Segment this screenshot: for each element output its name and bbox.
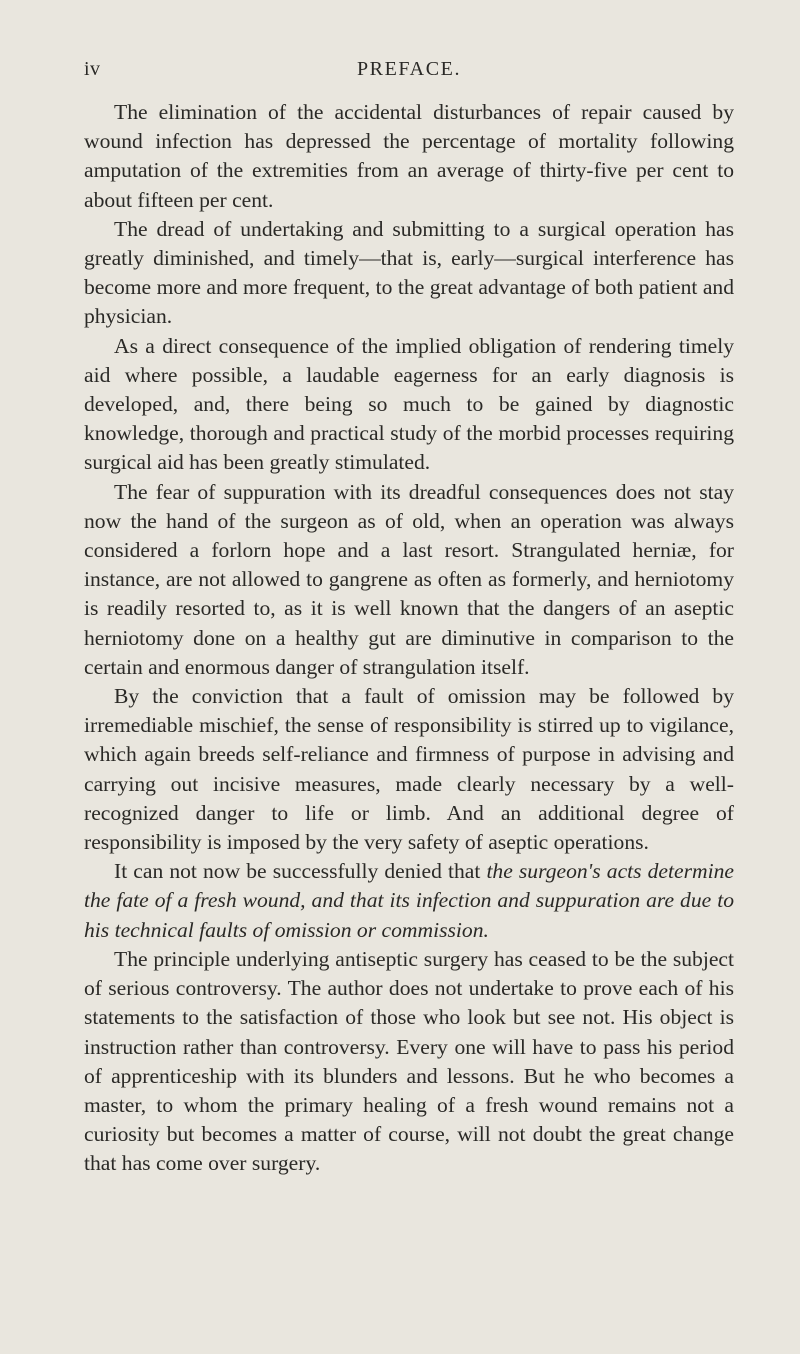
paragraph-7: The principle underlying antiseptic surgery has ceased to be the subject of serious controversy. The author does not undertake to prove each of his statements to the satisfaction of those who look but see not. His object is instruction rather than controversy. Every one will have to pass his period of apprenticeship with its blunders and lessons. But he who becomes a master, to whom the primary healing of a fresh wound remains not a curiosity but becomes a matter of course, will not doubt the great change that has come over surgery.: [84, 946, 734, 1176]
running-title: PREFACE.: [356, 58, 462, 80]
page-header: [84, 58, 734, 84]
body-text: [84, 98, 734, 1179]
paragraph-6-italic: the surgeon's acts determine the fate of a fresh wound, and that its infection and suppuration are due to his technical faults of omission or commission.: [84, 859, 734, 942]
paragraph-1: The elimination of the accidental disturbances of repair caused by wound infection has depressed the percentage of mortality following amputation of the extremities from an average of thirty-five per cent to about fifteen per cent.: [84, 100, 734, 212]
paragraph-2: The dread of undertaking and submitting to a surgical operation has greatly diminished, and timely—that is, early—surgical interference has become more and more frequent, to the great advantage of both patient and physician.: [84, 216, 734, 329]
paragraph-5: By the conviction that a fault of omission may be followed by irremediable mischief, the sense of responsibility is stirred up to vigilance, which again breeds self-reliance and firmness of purpose in advising and carrying out incisive measures, made clearly necessary by a well-recognized danger to life or limb. And an additional degree of responsibility is imposed by the very safety of aseptic operations.: [84, 684, 734, 855]
paragraph-6: [84, 857, 734, 945]
paragraph-3: As a direct consequence of the implied obligation of rendering timely aid where possible, a laudable eagerness for an early diagnosis is developed, and, there being so much to be gained by diagnostic knowledge, thorough and practical study of the morbid processes requiring surgical aid has been greatly stimulated.: [84, 333, 734, 475]
paragraph-4: The fear of suppuration with its dreadful consequences does not stay now the hand of the surgeon as of old, when an operation was always considered a forlorn hope and a last resort. Strangulated herniæ, for instance, are not allowed to gangrene as often as formerly, and herniotomy is readily resorted to, as it is well known that the dangers of an aseptic herniotomy done on a healthy gut are diminutive in comparison to the certain and enormous danger of strangulation itself.: [84, 479, 734, 679]
page-number: iv: [84, 58, 101, 80]
paragraph-6-roman: It can not now be successfully denied that: [114, 859, 487, 884]
